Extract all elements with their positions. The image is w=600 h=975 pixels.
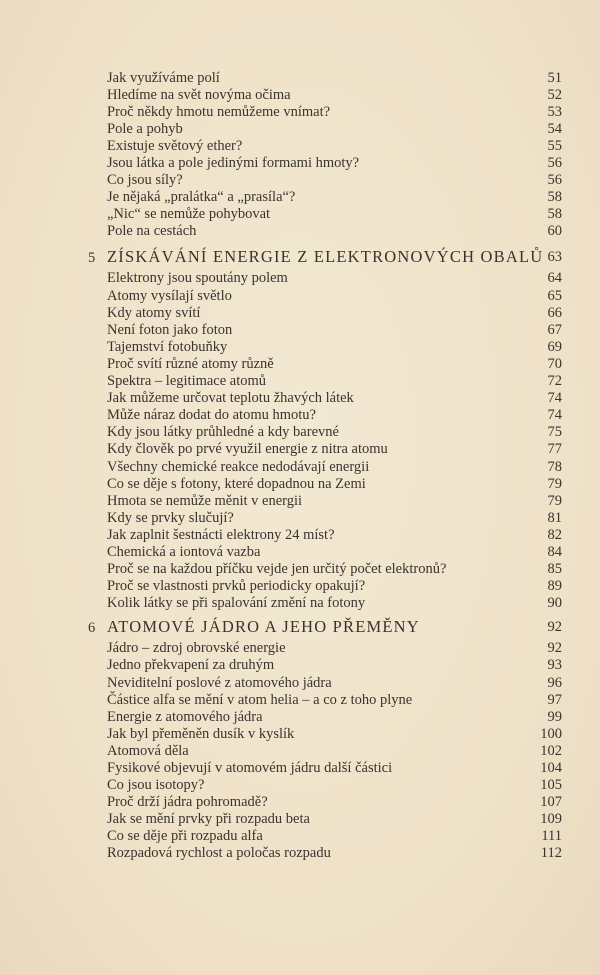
entry-page: 96 [547,674,562,691]
entry-page: 58 [547,189,562,206]
entry-title: Proč se na každou příčku vejde jen určitý počet elektronů? [107,561,447,578]
entry-title: Pole na cestách [107,223,197,240]
toc-entry [88,407,562,424]
entry-title: Tajemství fotobuňky [107,338,228,355]
toc-entry [88,544,562,561]
toc-entry [88,657,562,674]
entry-page: 56 [547,172,562,189]
entry-page: 89 [547,578,562,595]
entry-page: 74 [547,390,562,407]
entry-page: 102 [540,742,562,759]
toc-entry [88,760,562,777]
entry-page: 97 [547,691,562,708]
entry-title: Jak můžeme určovat teplotu žhavých látek [107,390,354,407]
toc-entry [88,189,562,206]
toc-entry [88,155,562,172]
entry-page: 111 [541,828,562,845]
toc-entry [88,121,562,138]
entry-title: Jak byl přeměněn dusík v kyslík [107,725,295,742]
entry-page: 58 [547,206,562,223]
entry-page: 92 [547,640,562,657]
toc-entry [88,356,562,373]
entry-title: Rozpadová rychlost a poločas rozpadu [107,845,331,862]
toc-entry [88,828,562,845]
toc-entry [88,441,562,458]
entry-page: 84 [547,543,562,560]
toc-entry [88,777,562,794]
entry-title: „Nic“ se nemůže pohybovat [107,206,271,223]
entry-title: Proč někdy hmotu nemůžeme vnímat? [107,103,331,120]
toc-entry [88,476,562,493]
chapter-title: ZÍSKÁVÁNÍ ENERGIE Z ELEKTRONOVÝCH OBALŮ [107,247,544,267]
entry-title: Pole a pohyb [107,120,183,137]
chapter-heading [88,247,562,267]
toc-entry [88,561,562,578]
entry-title: Elektrony jsou spoutány polem [107,270,288,287]
entry-page: 60 [547,223,562,240]
toc-entry [88,726,562,743]
entry-page: 56 [547,155,562,172]
entry-title: Jak se mění prvky při rozpadu beta [107,811,310,828]
entry-title: Hmota se nemůže měnit v energii [107,492,303,509]
entry-title: Je nějaká „pralátka“ a „prasíla“? [107,189,296,206]
toc-entry [88,339,562,356]
entry-title: Kdy se prvky slučují? [107,509,234,526]
entry-page: 112 [540,845,562,862]
entry-page: 93 [547,657,562,674]
toc-entry [88,104,562,121]
toc-entry [88,811,562,828]
entry-title: Kolik látky se při spalování změní na fotony [107,595,366,612]
entry-title: Atomy vysílají světlo [107,287,232,304]
entry-title: Kdy jsou látky průhledné a kdy barevné [107,424,339,441]
entry-title: Všechny chemické reakce nedodávají energii [107,458,370,475]
entry-page: 109 [540,811,562,828]
entry-title: Co jsou isotopy? [107,777,205,794]
entry-title: Neviditelní poslové z atomového jádra [107,674,332,691]
entry-title: Kdy atomy svítí [107,304,201,321]
toc-entry [88,458,562,475]
toc-entry [88,390,562,407]
entry-page: 55 [547,137,562,154]
entry-page: 107 [540,794,562,811]
entry-page: 70 [547,355,562,372]
entry-title: Hledíme na svět novýma očima [107,86,291,103]
entry-page: 77 [547,441,562,458]
toc-entry [88,138,562,155]
toc-entry [88,743,562,760]
toc-entry [88,70,562,87]
toc-entry [88,270,562,287]
entry-title: Kdy člověk po prvé využil energie z nitra atomu [107,441,388,458]
entry-page: 52 [547,86,562,103]
toc-entry [88,578,562,595]
entry-page: 51 [547,69,562,86]
toc-entry [88,527,562,544]
entry-page: 54 [547,120,562,137]
toc-entry [88,595,562,612]
entry-page: 99 [547,708,562,725]
entry-title: Proč drží jádra pohromadě? [107,794,268,811]
chapter-page: 63 [547,248,562,265]
entry-page: 100 [540,725,562,742]
entry-page: 79 [547,492,562,509]
entry-title: Proč svítí různé atomy různě [107,355,274,372]
entry-title: Spektra – legitimace atomů [107,373,267,390]
entry-page: 69 [547,338,562,355]
toc-entry [88,493,562,510]
entry-title: Jak využíváme polí [107,69,220,86]
toc-entry [88,373,562,390]
entry-page: 74 [547,407,562,424]
entry-page: 67 [547,321,562,338]
toc-entry [88,305,562,322]
table-of-contents [88,70,562,863]
toc-entry [88,206,562,223]
toc-entry [88,87,562,104]
toc-entry [88,794,562,811]
entry-title: Atomová děla [107,742,189,759]
entry-page: 82 [547,526,562,543]
entry-page: 75 [547,424,562,441]
toc-entry [88,424,562,441]
entry-title: Jádro – zdroj obrovské energie [107,640,286,657]
entry-page: 72 [547,373,562,390]
chapter-number: 6 [88,620,96,637]
entry-title: Jak zaplnit šestnácti elektrony 24 míst? [107,526,335,543]
entry-page: 105 [540,777,562,794]
entry-page: 90 [547,595,562,612]
entry-title: Chemická a iontová vazba [107,543,261,560]
entry-title: Jedno překvapení za druhým [107,657,275,674]
entry-title: Co se děje při rozpadu alfa [107,828,263,845]
entry-page: 81 [547,509,562,526]
chapter-title: ATOMOVÉ JÁDRO A JEHO PŘEMĚNY [107,617,420,637]
entry-title: Není foton jako foton [107,321,233,338]
toc-entry [88,510,562,527]
entry-title: Fysikové objevují v atomovém jádru další částici [107,760,393,777]
entry-title: Energie z atomového jádra [107,708,263,725]
chapter-heading [88,617,562,637]
entry-page: 85 [547,561,562,578]
toc-entry [88,322,562,339]
entry-page: 65 [547,287,562,304]
entry-title: Proč se vlastnosti prvků periodicky opakují? [107,578,366,595]
toc-entry [88,172,562,189]
entry-title: Co se děje s fotony, které dopadnou na Zemi [107,475,366,492]
entry-page: 64 [547,270,562,287]
toc-entry [88,692,562,709]
entry-page: 66 [547,304,562,321]
toc-entry [88,223,562,240]
chapter-page: 92 [547,618,562,635]
toc-entry [88,675,562,692]
toc-entry [88,845,562,862]
entry-title: Jsou látka a pole jedinými formami hmoty? [107,155,360,172]
entry-title: Částice alfa se mění v atom helia – a co z toho plyne [107,691,413,708]
entry-title: Existuje světový ether? [107,137,243,154]
entry-page: 79 [547,475,562,492]
chapter-number: 5 [88,250,96,267]
entry-page: 53 [547,103,562,120]
entry-title: Může náraz dodat do atomu hmotu? [107,407,316,424]
entry-page: 78 [547,458,562,475]
toc-entry [88,709,562,726]
entry-title: Co jsou síly? [107,172,183,189]
entry-page: 104 [540,760,562,777]
toc-entry [88,288,562,305]
toc-entry [88,640,562,657]
